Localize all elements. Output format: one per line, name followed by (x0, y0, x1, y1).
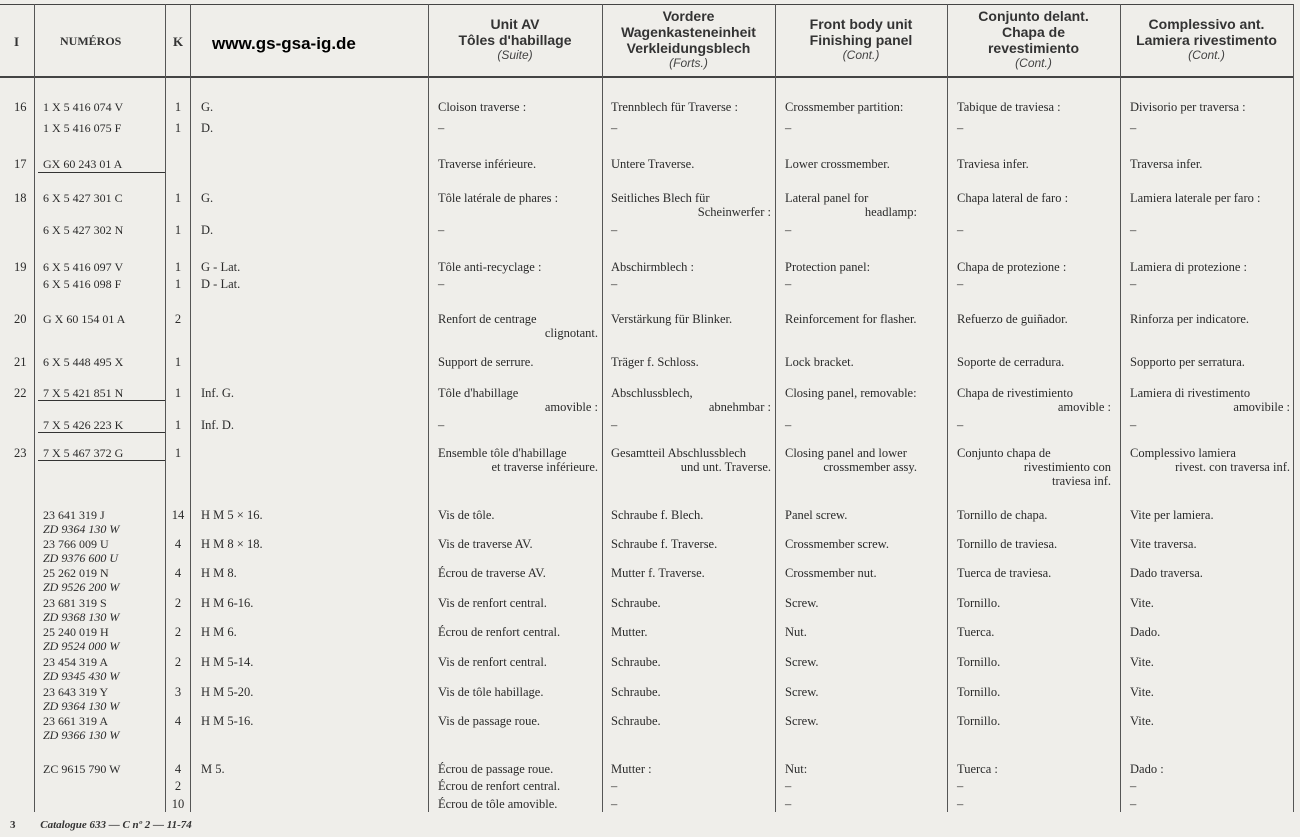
cell-num: ZD 9364 130 W (43, 522, 120, 536)
cell-it: Sopporto per serratura. (1130, 355, 1245, 369)
cell-num: 23 661 319 A (43, 714, 109, 728)
cell-var: H M 5 × 16. (201, 508, 263, 522)
cell-fr: Vis de renfort central. (438, 655, 547, 669)
header-rule (0, 76, 1294, 78)
cell-en: – (785, 797, 792, 811)
cell-en: – (785, 121, 792, 135)
cell-de: – (611, 779, 618, 793)
cell-k: 4 (174, 762, 182, 776)
cell-num: ZD 9364 130 W (43, 699, 120, 713)
cell-i: 21 (14, 355, 27, 369)
cell-it: Vite per lamiera. (1130, 508, 1214, 522)
cell-de: – (611, 223, 618, 237)
cell-en: Lock bracket. (785, 355, 854, 369)
cell-en: Nut: (785, 762, 808, 776)
cell-de: abnehmbar : (708, 400, 771, 414)
cell-en: Screw. (785, 596, 819, 610)
cell-es: Tornillo de traviesa. (957, 537, 1058, 551)
cell-var: D. (201, 121, 214, 135)
cell-num: 23 454 319 A (43, 655, 109, 669)
cell-num: ZD 9368 130 W (43, 610, 120, 624)
cell-k: 1 (174, 191, 182, 205)
header-de-line: (Forts.) (669, 56, 708, 70)
cell-de: Schraube. (611, 596, 661, 610)
col-divider (1293, 4, 1294, 812)
cell-de: Verstärkung für Blinker. (611, 312, 733, 326)
header-fr-line: Unit AV (490, 16, 540, 32)
cell-en: Nut. (785, 625, 807, 639)
cell-en: Screw. (785, 655, 819, 669)
cell-k: 2 (174, 779, 182, 793)
cell-de: Scheinwerfer : (697, 205, 771, 219)
cell-es: rivestimiento con (1023, 460, 1111, 474)
cell-fr: Vis de tôle. (438, 508, 495, 522)
header-de-line: Vordere (662, 8, 715, 24)
cell-de: – (611, 277, 618, 291)
cell-de: Träger f. Schloss. (611, 355, 699, 369)
page-number: 3 (10, 819, 16, 831)
cell-i: 22 (14, 386, 27, 400)
top-border (0, 4, 1294, 5)
cell-var: G - Lat. (201, 260, 241, 274)
cell-num: 6 X 5 416 097 V (43, 260, 124, 274)
cell-en: Lateral panel for (785, 191, 869, 205)
cell-de: Abschirmblech : (611, 260, 694, 274)
header-it (1120, 16, 1293, 63)
cell-num: 25 240 019 H (43, 625, 109, 639)
cell-k: 1 (174, 277, 182, 291)
header-it-line: (Cont.) (1188, 48, 1225, 62)
header-en-line: Finishing panel (809, 32, 913, 48)
cell-en: Lower crossmember. (785, 157, 890, 171)
cell-de: Schraube f. Blech. (611, 508, 704, 522)
col-divider (947, 4, 948, 812)
cell-k: 2 (174, 312, 182, 326)
cell-k: 2 (174, 625, 182, 639)
cell-var: H M 8 × 18. (201, 537, 263, 551)
cell-es: – (957, 797, 964, 811)
cell-var: G. (201, 191, 214, 205)
cell-de: Untere Traverse. (611, 157, 695, 171)
cell-num: GX 60 243 01 A (43, 157, 123, 171)
cell-fr: Vis de renfort central. (438, 596, 547, 610)
cell-it: Vite. (1130, 655, 1154, 669)
cell-de: Schraube. (611, 655, 661, 669)
group-underline (38, 432, 165, 433)
cell-de: – (611, 797, 618, 811)
cell-fr: Écrou de renfort central. (438, 625, 561, 639)
cell-var: D - Lat. (201, 277, 241, 291)
cell-it: Vite. (1130, 596, 1154, 610)
cell-it: rivest. con traversa inf. (1175, 460, 1290, 474)
cell-de: Abschlussblech, (611, 386, 693, 400)
footer (10, 819, 192, 831)
cell-en: Protection panel: (785, 260, 871, 274)
cell-it: amovibile : (1233, 400, 1290, 414)
cell-it: Dado : (1130, 762, 1164, 776)
cell-fr: – (438, 223, 445, 237)
cell-fr: Vis de tôle habillage. (438, 685, 544, 699)
cell-en: Reinforcement for flasher. (785, 312, 917, 326)
cell-var: G. (201, 100, 214, 114)
cell-k: 1 (174, 386, 182, 400)
cell-es: – (957, 223, 964, 237)
cell-es: amovible : (1057, 400, 1111, 414)
cell-num: 7 X 5 426 223 K (43, 418, 124, 432)
cell-de: Gesamtteil Abschlussblech (611, 446, 747, 460)
col-divider (34, 4, 35, 812)
cell-de: und unt. Traverse. (680, 460, 771, 474)
cell-fr: clignotant. (544, 326, 598, 340)
cell-k: 4 (174, 537, 182, 551)
cell-it: Dado. (1130, 625, 1161, 639)
cell-it: – (1130, 779, 1137, 793)
cell-es: Tabique de traviesa : (957, 100, 1061, 114)
cell-de: Mutter f. Traverse. (611, 566, 705, 580)
cell-es: Chapa de rivestimiento (957, 386, 1073, 400)
cell-num: 1 X 5 416 075 F (43, 121, 122, 135)
cell-it: Complessivo lamiera (1130, 446, 1236, 460)
cell-de: Schraube. (611, 685, 661, 699)
cell-en: Screw. (785, 714, 819, 728)
cell-es: – (957, 277, 964, 291)
cell-en: – (785, 779, 792, 793)
cell-en: Crossmember partition: (785, 100, 904, 114)
cell-it: Lamiera laterale per faro : (1130, 191, 1261, 205)
cell-en: – (785, 418, 792, 432)
col-divider (602, 4, 603, 812)
header-es-line: Conjunto delant. (978, 8, 1089, 24)
cell-k: 3 (174, 685, 182, 699)
cell-es: Soporte de cerradura. (957, 355, 1065, 369)
cell-num: 6 X 5 427 302 N (43, 223, 124, 237)
cell-num: ZD 9524 000 W (43, 639, 120, 653)
header-es-line: (Cont.) (1015, 56, 1052, 70)
header-col-numeros: NUMÉROS (60, 34, 122, 48)
cell-num: 7 X 5 421 851 N (43, 386, 124, 400)
cell-i: 23 (14, 446, 27, 460)
cell-en: headlamp: (864, 205, 917, 219)
cell-var: D. (201, 223, 214, 237)
cell-num: 6 X 5 427 301 C (43, 191, 123, 205)
cell-it: – (1130, 223, 1137, 237)
cell-es: Tornillo. (957, 596, 1001, 610)
header-it-line: Lamiera rivestimento (1136, 32, 1277, 48)
cell-en: Closing panel and lower (785, 446, 907, 460)
cell-k: 1 (174, 223, 182, 237)
cell-it: – (1130, 797, 1137, 811)
header-es (947, 8, 1120, 71)
cell-it: Traversa infer. (1130, 157, 1203, 171)
cell-var: H M 5-20. (201, 685, 254, 699)
cell-en: Screw. (785, 685, 819, 699)
cell-en: – (785, 277, 792, 291)
cell-es: Tuerca. (957, 625, 995, 639)
header-es-line: revestimiento (987, 40, 1080, 56)
cell-es: – (957, 779, 964, 793)
cell-es: – (957, 121, 964, 135)
cell-k: 1 (174, 418, 182, 432)
header-de-line: Wagenkasteneinheit (621, 24, 756, 40)
cell-it: Vite. (1130, 714, 1154, 728)
cell-fr: Support de serrure. (438, 355, 534, 369)
cell-var: Inf. G. (201, 386, 234, 400)
cell-num: 6 X 5 416 098 F (43, 277, 122, 291)
cell-fr: Écrou de traverse AV. (438, 566, 546, 580)
cell-var: M 5. (201, 762, 225, 776)
cell-it: Lamiera di protezione : (1130, 260, 1247, 274)
header-col-i: I (14, 34, 20, 49)
col-divider (428, 4, 429, 812)
cell-i: 19 (14, 260, 27, 274)
cell-k: 4 (174, 714, 182, 728)
cell-es: Chapa de protezione : (957, 260, 1067, 274)
col-divider (1120, 4, 1121, 812)
cell-var: H M 6. (201, 625, 237, 639)
cell-es: Tuerca : (957, 762, 998, 776)
cell-en: Panel screw. (785, 508, 848, 522)
cell-es: Tornillo de chapa. (957, 508, 1048, 522)
cell-de: Trennblech für Traverse : (611, 100, 738, 114)
cell-en: crossmember assy. (823, 460, 917, 474)
cell-de: Mutter : (611, 762, 652, 776)
cell-num: 23 766 009 U (43, 537, 109, 551)
cell-num: 7 X 5 467 372 G (43, 446, 124, 460)
cell-fr: Vis de traverse AV. (438, 537, 533, 551)
col-divider (775, 4, 776, 812)
header-it-line: Complessivo ant. (1148, 16, 1265, 32)
cell-i: 20 (14, 312, 27, 326)
cell-en: Crossmember nut. (785, 566, 877, 580)
cell-fr: et traverse inférieure. (491, 460, 598, 474)
header-en-line: (Cont.) (842, 48, 880, 62)
cell-es: Chapa lateral de faro : (957, 191, 1069, 205)
cell-num: G X 60 154 01 A (43, 312, 126, 326)
cell-num: ZD 9526 200 W (43, 580, 120, 594)
cell-it: Lamiera di rivestimento (1130, 386, 1251, 400)
cell-it: Rinforza per indicatore. (1130, 312, 1250, 326)
cell-fr: Vis de passage roue. (438, 714, 540, 728)
cell-var: Inf. D. (201, 418, 234, 432)
cell-it: Dado traversa. (1130, 566, 1203, 580)
header-es-line: Chapa de (1001, 24, 1065, 40)
header-de (602, 8, 775, 71)
cell-fr: Tôle d'habillage (438, 386, 519, 400)
cell-fr: Renfort de centrage (438, 312, 537, 326)
cell-it: Vite traversa. (1130, 537, 1197, 551)
cell-k: 1 (174, 100, 182, 114)
watermark-url: www.gs-gsa-ig.de (212, 34, 356, 53)
cell-es: – (957, 418, 964, 432)
cell-es: Traviesa infer. (957, 157, 1029, 171)
cell-i: 18 (14, 191, 27, 205)
cell-num: ZD 9366 130 W (43, 728, 120, 742)
cell-k: 1 (174, 260, 182, 274)
group-underline (38, 400, 165, 401)
cell-en: – (785, 223, 792, 237)
cell-fr: Tôle anti-recyclage : (438, 260, 542, 274)
cell-fr: – (438, 277, 445, 291)
cell-num: 23 641 319 J (43, 508, 105, 522)
cell-it: Vite. (1130, 685, 1154, 699)
cell-de: Schraube f. Traverse. (611, 537, 718, 551)
cell-k: 1 (174, 121, 182, 135)
group-underline (38, 172, 165, 173)
cell-var: H M 5-14. (201, 655, 254, 669)
cell-k: 1 (174, 355, 182, 369)
cell-es: Tornillo. (957, 714, 1001, 728)
cell-num: 1 X 5 416 074 V (43, 100, 124, 114)
cell-de: Schraube. (611, 714, 661, 728)
header-en (775, 16, 947, 63)
cell-es: Conjunto chapa de (957, 446, 1051, 460)
cell-num: 23 643 319 Y (43, 685, 109, 699)
cell-k: 14 (171, 508, 185, 522)
cell-k: 2 (174, 655, 182, 669)
catalogue-reference: Catalogue 633 — C nº 2 — 11-74 (40, 819, 192, 831)
header-en-line: Front body unit (809, 16, 913, 32)
header-de-line: Verkleidungsblech (626, 40, 751, 56)
cell-var: H M 6-16. (201, 596, 254, 610)
header-fr-line: (Suite) (497, 48, 533, 62)
cell-i: 17 (14, 157, 27, 171)
cell-de: – (611, 418, 618, 432)
cell-fr: Écrou de passage roue. (438, 762, 554, 776)
cell-es: traviesa inf. (1051, 474, 1111, 488)
cell-k: 10 (171, 797, 185, 811)
cell-num: ZD 9345 430 W (43, 669, 120, 683)
cell-num: 6 X 5 448 495 X (43, 355, 124, 369)
cell-de: Seitliches Blech für (611, 191, 710, 205)
cell-de: – (611, 121, 618, 135)
cell-en: Closing panel, removable: (785, 386, 917, 400)
cell-fr: – (438, 121, 445, 135)
cell-k: 4 (174, 566, 182, 580)
cell-de: Mutter. (611, 625, 648, 639)
group-underline (38, 460, 165, 461)
cell-num: 25 262 019 N (43, 566, 109, 580)
cell-it: Divisorio per traversa : (1130, 100, 1246, 114)
cell-fr: Ensemble tôle d'habillage (438, 446, 567, 460)
cell-num: 23 681 319 S (43, 596, 107, 610)
cell-k: 2 (174, 596, 182, 610)
cell-fr: Écrou de renfort central. (438, 779, 561, 793)
cell-num: ZD 9376 600 U (43, 551, 119, 565)
cell-it: – (1130, 418, 1137, 432)
cell-fr: Écrou de tôle amovible. (438, 797, 558, 811)
cell-num: ZC 9615 790 W (43, 762, 121, 776)
cell-i: 16 (14, 100, 27, 114)
cell-var: H M 5-16. (201, 714, 254, 728)
header-fr (428, 16, 602, 63)
cell-fr: Tôle latérale de phares : (438, 191, 559, 205)
header-col-k: K (173, 34, 184, 49)
cell-fr: – (438, 418, 445, 432)
cell-en: Crossmember screw. (785, 537, 890, 551)
cell-es: Tuerca de traviesa. (957, 566, 1052, 580)
cell-it: – (1130, 277, 1137, 291)
cell-es: Tornillo. (957, 685, 1001, 699)
cell-es: Tornillo. (957, 655, 1001, 669)
cell-es: Refuerzo de guiñador. (957, 312, 1068, 326)
cell-fr: Cloison traverse : (438, 100, 527, 114)
cell-var: H M 8. (201, 566, 237, 580)
cell-k: 1 (174, 446, 182, 460)
col-divider (190, 4, 191, 812)
cell-fr: amovible : (544, 400, 598, 414)
cell-fr: Traverse inférieure. (438, 157, 537, 171)
header-fr-line: Tôles d'habillage (458, 32, 572, 48)
cell-it: – (1130, 121, 1137, 135)
